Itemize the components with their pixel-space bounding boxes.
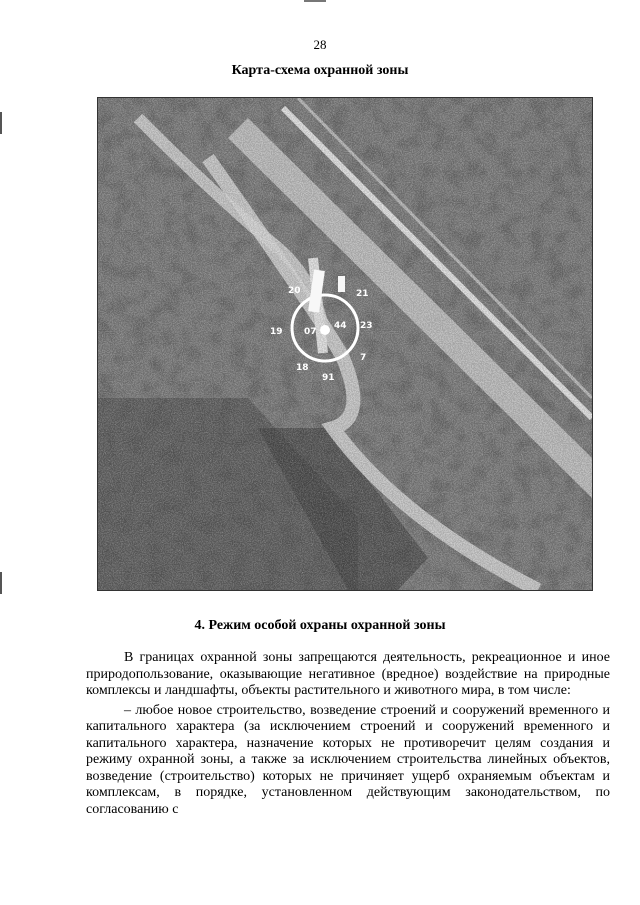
map-point-label: 20 <box>288 286 301 296</box>
map-point-label: 19 <box>270 327 283 337</box>
section-body <box>86 650 610 818</box>
scan-mark-left-lower <box>0 572 2 594</box>
map-point-label: 07 <box>304 327 317 337</box>
speckle-mid <box>98 98 592 590</box>
scan-mark-top <box>304 0 326 2</box>
page-number: 28 <box>313 37 327 52</box>
map-point-label: 7 <box>360 353 367 363</box>
scan-mark-left <box>0 112 2 134</box>
map-title: Карта-схема охранной зоны <box>231 63 409 78</box>
protection-zone-map <box>97 97 593 591</box>
map-point-label: 44 <box>334 321 347 331</box>
map-point-label: 91 <box>322 373 335 383</box>
map-point-label: 21 <box>356 289 369 299</box>
zone-marker-2 <box>338 276 345 292</box>
map-point-label: 23 <box>360 321 373 331</box>
map-point-label: 18 <box>296 363 309 373</box>
section-heading: 4. Режим особой охраны охранной зоны <box>194 618 446 633</box>
protection-zone-center <box>320 325 330 335</box>
paragraph: В границах охранной зоны запрещаются деятельность, рекреационное и иное природопользование, оказывающие негативное (вредное) воздействие на природные комплексы и ландшафты, объекты растительного и животного мира, в том числе: <box>86 650 610 698</box>
paragraph: – любое новое строительство, возведение строений и сооружений временного и капитального характера (за исключением строений и сооружений временного и капитального характера, назначение которых не противоречит целям создания и режиму охранной зоны, а также за исключением строительства линейных объектов, возведение (строительство) которых не причиняет ущерб охраняемым объектам и комплексам, в порядке, установленном действующим законодательством, по согласованию с <box>86 702 610 817</box>
